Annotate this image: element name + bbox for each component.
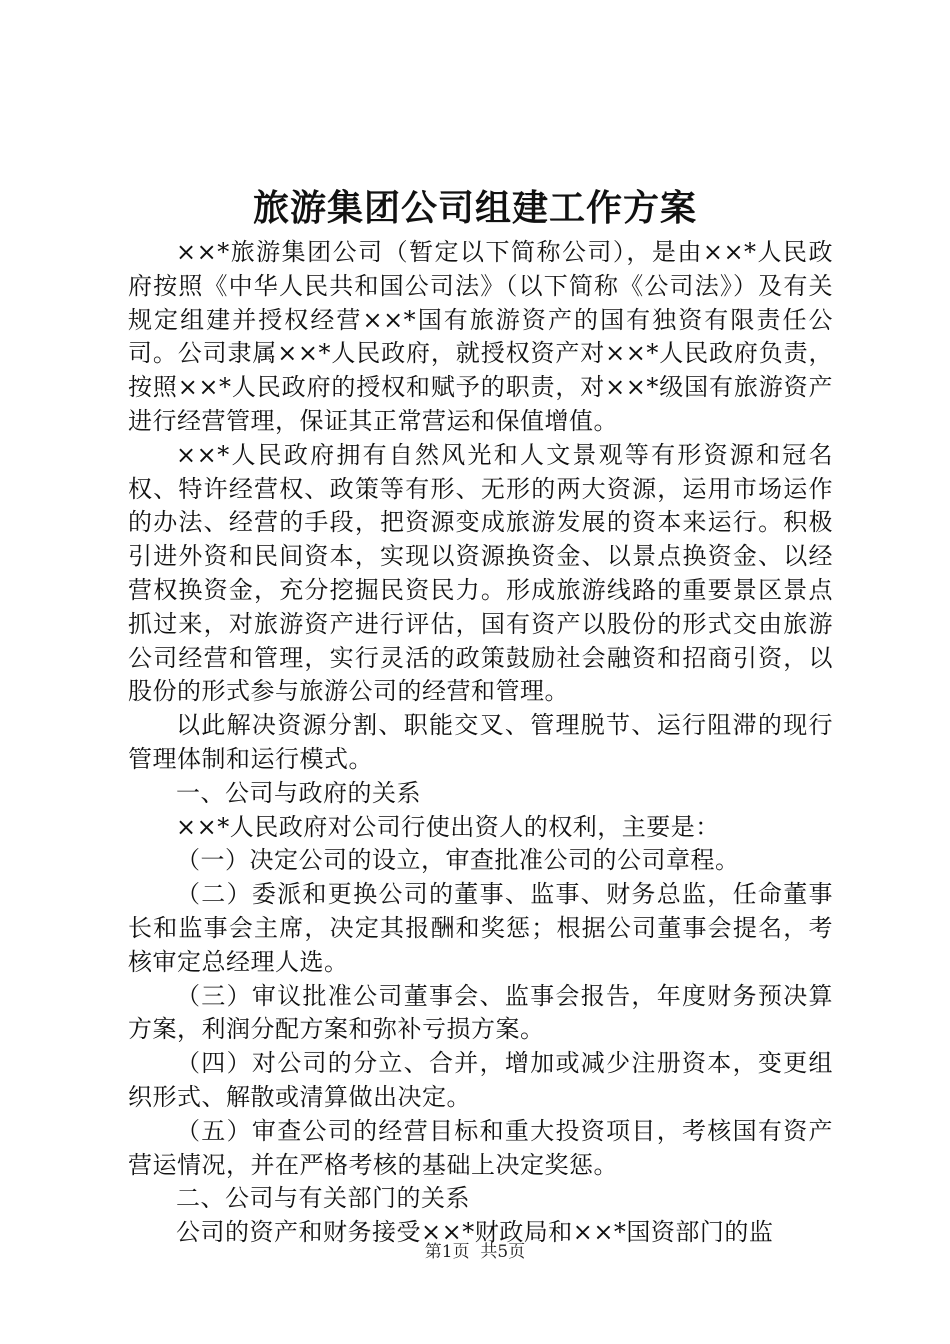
paragraph: ××*旅游集团公司（暂定以下简称公司），是由××*人民政府按照《中华人民共和国公司法》（以下简称《公司法》）及有关规定组建并授权经营××*国有旅游资产的国有独资有限责任公司。公司隶属××*人民政府，就授权资产对××*人民政府负责，按照××*人民政府的授权和赋予的职责，对××*级国有旅游资产进行经营管理，保证其正常营运和保值增值。: [128, 238, 833, 435]
paragraph: 公司的资产和财务接受××*财政局和××*国资部门的监: [176, 1218, 774, 1247]
document-title: 旅游集团公司组建工作方案: [252, 187, 697, 229]
section-heading: 一、公司与政府的关系: [176, 778, 421, 807]
page-total: 共5页: [480, 1242, 526, 1262]
list-item: （一）决定公司的设立，审查批准公司的公司章程。: [176, 846, 740, 875]
page-footer: [0, 1240, 950, 1264]
list-item: （二）委派和更换公司的董事、监事、财务总监，任命董事长和监事会主席，决定其报酬和奖惩；根据公司董事会提名，考核审定总经理人选。: [128, 880, 833, 976]
paragraph: ××*人民政府对公司行使出资人的权利，主要是：: [176, 812, 720, 841]
page-number: 第1页: [424, 1242, 470, 1262]
list-item: （四）对公司的分立、合并，增加或减少注册资本，变更组织形式、解散或清算做出决定。: [128, 1049, 833, 1111]
paragraph: ××*人民政府拥有自然风光和人文景观等有形资源和冠名权、特许经营权、政策等有形、无形的两大资源，运用市场运作的办法、经营的手段，把资源变成旅游发展的资本来运行。积极引进外资和民间资本，实现以资源换资金、以景点换资金、以经营权换资金，充分挖掘民资民力。形成旅游线路的重要景区景点抓过来，对旅游资产进行评估，国有资产以股份的形式交由旅游公司经营和管理，实行灵活的政策鼓励社会融资和招商引资，以股份的形式参与旅游公司的经营和管理。: [128, 440, 833, 706]
list-item: （三）审议批准公司董事会、监事会报告，年度财务预决算方案，利润分配方案和弥补亏损方案。: [128, 981, 833, 1044]
document-body: [128, 236, 833, 1250]
list-item: （五）审查公司的经营目标和重大投资项目，考核国有资产营运情况，并在严格考核的基础上决定奖惩。: [128, 1116, 833, 1179]
paragraph: 以此解决资源分割、职能交叉、管理脱节、运行阻滞的现行管理体制和运行模式。: [128, 711, 833, 773]
section-heading: 二、公司与有关部门的关系: [176, 1184, 470, 1213]
